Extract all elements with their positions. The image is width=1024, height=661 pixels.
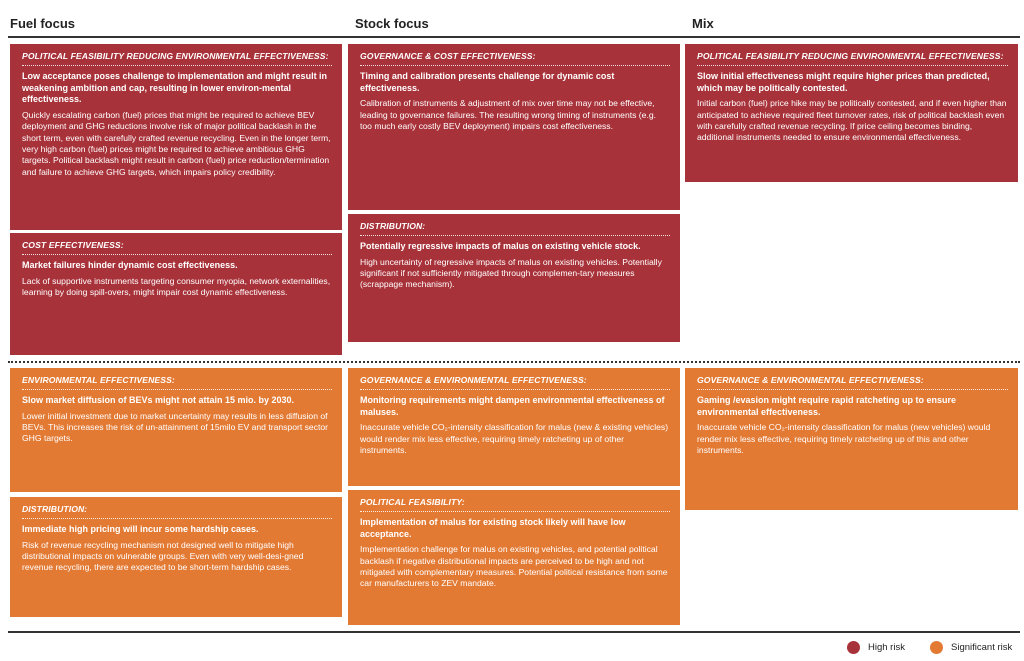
card-heading: GOVERNANCE & ENVIRONMENTAL EFFECTIVENESS: xyxy=(697,375,1008,390)
card-body: Lower initial investment due to market uncertainty may results in less diffusion of BEVs. This increases the risk of un-attainment of 15milo EV and transport sector GHG targets. xyxy=(22,410,329,444)
card-fuel-distribution xyxy=(10,497,342,617)
card-body: High uncertainty of regressive impacts of malus on existing vehicles. Potentially significant if not sufficiently mitigated through complemen-tary measures (scrappage mechanism). xyxy=(360,256,662,290)
card-lead: Low acceptance poses challenge to implementation and might result in weakening ambition and cap, resulting in lower environ-mental effectiveness. xyxy=(22,71,328,105)
card-heading: POLITICAL FEASIBILITY REDUCING ENVIRONMENTAL EFFECTIVENESS: xyxy=(22,51,332,66)
card-lead: Timing and calibration presents challenge for dynamic cost effectiveness. xyxy=(360,71,615,93)
card-fuel-political-feasibility xyxy=(10,44,342,230)
card-fuel-cost-effectiveness xyxy=(10,233,342,355)
card-fuel-environmental-effectiveness xyxy=(10,368,342,492)
card-heading: GOVERNANCE & ENVIRONMENTAL EFFECTIVENESS: xyxy=(360,375,670,390)
card-body: Inaccurate vehicle CO₂-intensity classification for malus (new & existing vehicles) would render mix less effective, requiring timely ratcheting up of other instruments. xyxy=(360,422,669,455)
card-lead: Immediate high pricing will incur some hardship cases. xyxy=(22,524,259,534)
card-heading: ENVIRONMENTAL EFFECTIVENESS: xyxy=(22,375,332,390)
card-heading: POLITICAL FEASIBILITY: xyxy=(360,497,670,512)
card-lead: Potentially regressive impacts of malus on existing vehicle stock. xyxy=(360,241,641,251)
card-stock-governance-cost xyxy=(348,44,680,210)
card-stock-governance-environmental xyxy=(348,368,680,486)
card-mix-political-feasibility xyxy=(685,44,1018,182)
card-body: Implementation challenge for malus on existing vehicles, and potential political backlash if negative distributional impacts are perceived to be high and not mitigated with complementary measures. Potential political resistance from some car manufacturers to ZEV mandate. xyxy=(360,544,668,589)
card-stock-distribution xyxy=(348,214,680,342)
bottom-rule xyxy=(8,631,1020,633)
card-heading: DISTRIBUTION: xyxy=(360,221,670,236)
card-heading: GOVERNANCE & COST EFFECTIVENESS: xyxy=(360,51,670,66)
card-lead: Monitoring requirements might dampen environmental effectiveness of maluses. xyxy=(360,395,665,417)
legend-significant-risk xyxy=(930,641,1012,654)
card-lead: Implementation of malus for existing stock likely will have low acceptance. xyxy=(360,517,626,539)
card-lead: Market failures hinder dynamic cost effectiveness. xyxy=(22,260,238,270)
card-heading: DISTRIBUTION: xyxy=(22,504,332,519)
card-body: Initial carbon (fuel) price hike may be politically contested, and if even higher than anticipated to achieve required fleet turnover rates, risk of political backlash even with carefully crafted revenue recycling. If price ceiling becomes binding, additional instruments needed to ensure environmental effectiveness. xyxy=(697,98,1007,143)
card-stock-political-feasibility xyxy=(348,490,680,625)
card-lead: Gaming /evasion might require rapid ratcheting up to ensure environmental effectiveness. xyxy=(697,395,957,417)
card-lead: Slow market diffusion of BEVs might not attain 15 mio. by 2030. xyxy=(22,395,295,405)
card-body: Inaccurate vehicle CO₂-intensity classification for malus (new vehicles) would render mix less effective, requiring timely ratcheting up of this and other instruments. xyxy=(697,422,991,455)
card-lead: Slow initial effectiveness might require higher prices than predicted, which may be politically contested. xyxy=(697,71,990,93)
row-divider xyxy=(8,361,1020,363)
card-body: Quickly escalating carbon (fuel) prices that might be required to achieve BEV deployment and GHG reductions involve risk of major political backlash in the short term, even with carefully crafted revenue recycling. Even in the longer term, very high carbon (fuel) prices might be required to achieve ambitious GHG targets. Political backlash might result in carbon (fuel) price reduction/termination and failure to achieve GHG targets, which impairs policy credibility. xyxy=(22,109,331,177)
card-body: Risk of revenue recycling mechanism not designed well to mitigate high distributional impacts on vulnerable groups. Even with very well-desi-gned revenue recycling, there are expected to be short-term hardship cases. xyxy=(22,539,304,573)
high-risk-swatch xyxy=(847,641,860,654)
significant-risk-label: Significant risk xyxy=(951,642,1013,653)
card-heading: POLITICAL FEASIBILITY REDUCING ENVIRONMENTAL EFFECTIVENESS: xyxy=(697,51,1008,66)
card-heading: COST EFFECTIVENESS: xyxy=(22,240,332,255)
card-body: Lack of supportive instruments targeting consumer myopia, network externalities, learning by doing spill-overs, might impair cost dynamic effectiveness. xyxy=(22,275,331,297)
column-header-mix: Mix xyxy=(692,16,714,31)
top-rule xyxy=(8,36,1020,38)
card-body: Calibration of instruments & adjustment of mix over time may not be effective, leading to governance failures. The resulting wrong timing of instruments (e.g. too much early costly BEV deployment) impairs cost effectiveness. xyxy=(360,98,657,131)
high-risk-label: High risk xyxy=(868,642,905,653)
card-mix-governance-environmental xyxy=(685,368,1018,510)
significant-risk-swatch xyxy=(930,641,943,654)
legend-high-risk xyxy=(847,641,905,654)
column-header-stock-focus: Stock focus xyxy=(355,16,429,31)
column-header-fuel-focus: Fuel focus xyxy=(10,16,76,31)
